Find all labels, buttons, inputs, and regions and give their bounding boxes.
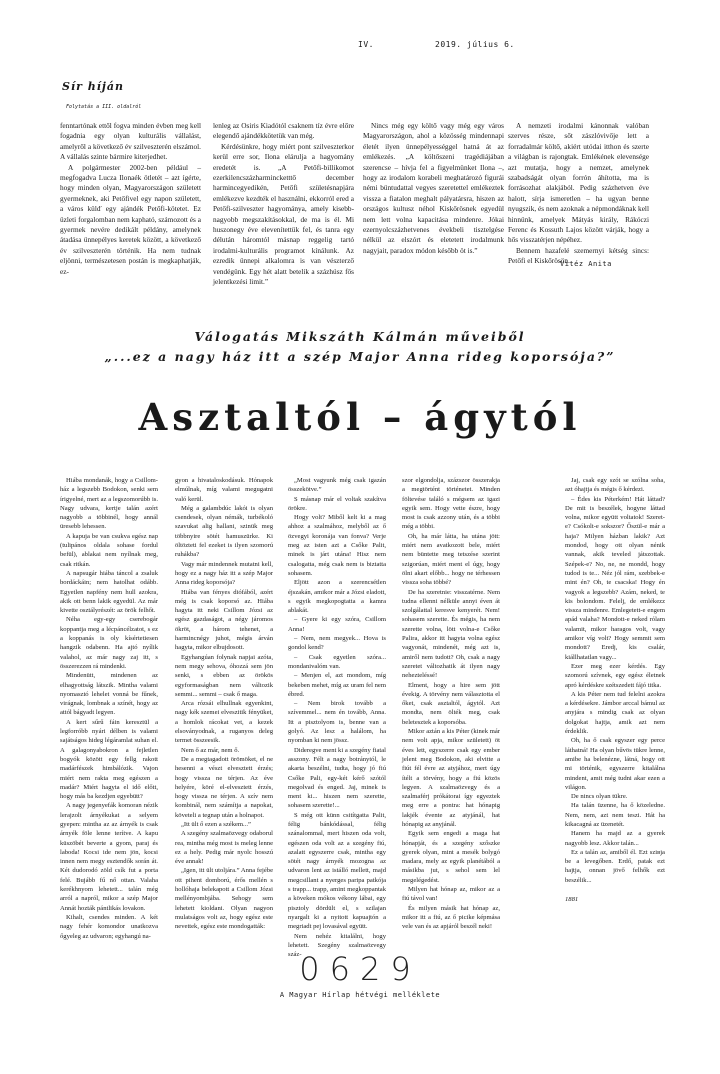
paragraph: De a megtagadott örömöket, el ne hesenni a vészt elvesztett érzés; hogy vissza ne térjen. Az éve helyére, köré el-elvesztett érzés, hogy vissza ne térjen. A szív nem kombinál, nem számítja a napokat, követeli a tegnap után a holnapot. — [175, 755, 273, 819]
paragraph: Bennem hazafelé szemernyi kétség sincs: Petőfi el Kiskőrösön. — [508, 245, 649, 266]
paragraph: Nincs még egy költő vagy még egy város Magyarországon, ahol a közösség mindennapi életét ilyen ünnepélyességgel hatná át az emlékezés. „A költőszeni tragédiájában szerencse – hívja fel a figyelmünket Ilona –, hogy az irodalom korabeli meghatározó figurái némi büntudattal vegyes szeretettel emlékeztek vissza a fiatalon meghalt pályatársra, hiszen az országos kultusz néhol Kiskőrösnek egyedül nem lett volna kapacitása mindenre. Jókai ezernyolcszázhetvenes évekbeli tisztelgése nélkül az elszórt és eletetett irodalmunk nagyjait, paradox módon később öt is.” — [363, 121, 504, 255]
paragraph: – Csak egyetlen szóra... mondanivalóm van. — [288, 653, 386, 670]
paragraph: Mindenütt, mindenen az elhagyottság látszik. Minthа valami nyomasztó lehelet vonná be fűnek, virágnak, lombnak a színét, hogy az attól bágyadt legyen. — [60, 672, 158, 717]
paragraph: Eljött azon a szerencsétlen éjszakán, amikor már a Józsi eladott, s egyik megkopogtatta a kamra ablakát. — [288, 579, 386, 615]
author-signature: Vitéz Anita — [560, 260, 612, 268]
sidebar-article-column-3 — [363, 121, 504, 256]
paragraph: Dideregve ment ki a szegény fiatal asszony. Félt a nagy botránytól, le akarta beszélni, tudta, hogy jó fiú Csőke Pali, egy-két kérő szótól megolvad és enged. Jaj, minek is ment ki... hiszen nem szerette, sohasem szerette!... — [288, 746, 386, 810]
paragraph: A napsugár hiába táncol a zsaluk bordáckáin; nem hatolhat odább. Egyetlen napfény nem hull azokra, akik ott benn lakik egyedül. Az már kivette osztályrészét: az örök felhőt. — [60, 569, 158, 615]
sidebar-article-title: Sír híján — [62, 80, 125, 93]
sidebar-article-column-1 — [60, 121, 201, 277]
paragraph: Hanem ha majd az a gyerek nagyobb lesz. Akkor talán... — [565, 830, 665, 847]
paragraph: S még ott künn csitítgatta Palit, félig bánkódással, félig szánalommal, mert hiszen oda volt, egészen oda volt az a szegény fiú, azalatt egyszerre csak, mintha egy sötét nagy árnyék mozogna az udvaron lent az istálló mellett, majd megcsillant a nyerges paripa patkója s trapp... trapp, amint megkoppantak a köveken mókos vékony lábai, egy pisztoly dördült el, s szilajan nyargalt ki a nyitott kapuajtón a megriadt pej lovasával együtt. — [288, 811, 386, 931]
feature-title: Asztaltól – ágytól — [138, 395, 582, 439]
paragraph: Arca rózsái elhullnak egyenkint, nagy kék szemei elveszitik fényüket, a homlok rácokat vet, a kezek elsoványodnak, a ruganyos deleg termet összeesik. — [175, 700, 273, 745]
paragraph: Egyhangúan folynak napjai azóta, nem megy sehova, óhozzá sem jön senki, s ebben az örökös egyformaságban nem változik semmi... semmi – csak ő maga. — [175, 653, 273, 698]
paragraph: – Édes kis Péterkém! Hát láttad? De mit is beszélek, hogyne láttad volna, mikor együtt voltatok! Szeret-e? Csókolt-e sokszor? Őszül-e már a haja? Milyen házban lakik? Azt mondod, hogy ott olyan nénik vannak, akik teveled játszottak. Szépek-e? No, ne, ne mondd, hogy tudod is te... Néz jól rám, szebbek-e mint én? Oh, te csacska! Hogy én vagyok a legszebb? Azám, neked, te kis bolondom. Felelj, de emlékezz vissza mindenre. Emlegetett-e engem apád valaha? Mondott-e neked rólam valamit, mikor haragos volt, vagy amikor víg volt? Hogy semmit sem mondott? Eredj, kis csalár, kiállhatatlan vagy... — [565, 495, 665, 661]
paragraph: Oh, ha ő csak egyszer egy perce láthatná! Ha olyan bűvös tükre lenne, amibe ha belenézne, látná, hogy ott mi történik, egyszerre kitalálna mindent, amit még tudni akar ezen a világon. — [565, 737, 665, 791]
paragraph: És milyen másik hat hónap az, mikor itt a fiú, az ő picike képmása vele van és az apjáról beszél neki! — [402, 904, 500, 931]
paragraph: S másnap már el voltak szakítva örökre. — [288, 495, 386, 512]
sidebar-article-column-4 — [508, 121, 649, 267]
issue-date: 2019. július 6. — [435, 40, 515, 49]
story-column-2 — [175, 476, 273, 932]
paragraph: Nem ő az már, nem ő. — [181, 746, 240, 754]
paragraph: A kapuja be van csukva egész nap (tulipános oldala sohase fordul befül), ablakai nem nyílnak meg, csak ritkán. — [60, 532, 158, 568]
paragraph: Oh, ha már látta, ha utána jött: miért nem avatkozott bele, miért nem büntette meg tetszése szerint szigorúan, miért ment el úgy, hogy ölni akart előbb... hogy ne térhessen vissza soha többé? — [402, 532, 500, 587]
sidebar-article-column-2 — [213, 121, 354, 288]
paragraph: A polgármester 2002-ben például – megfogadva Lucza Ilonaék ötletét – azt ígérte, hogy minden olyan, Magyarországon született gyermeknek, aki Petőfivel egy napon született, a város külď egy ajándék Petőfi-kötetet. Ez üzleti forgalomban nem kapható, számozott és a gyermek nevére dedikált példány, amelynek átadása ünnepélyes keretek között, a következő év szilveszterén történik. Ha nem tudnak eljönni, természetesen postán is megkaphatják, ez- — [60, 162, 201, 276]
story-year: 1881 — [565, 896, 579, 904]
story-column-1 — [60, 476, 158, 941]
paragraph: Ha talán üzenne, ha ő közeledne. Nem, nem, azt nem teszi. Hát ha kikacagná az üzenetét. — [565, 802, 665, 828]
paragraph: Elment, hogy a hire sem jött évekig. A törvény nem választotta el őket, csak asztaltól, ágytól. Azt mondta, nem ölték meg, csak beletesztek a koporsóba. — [402, 681, 500, 726]
story-column-3 — [288, 476, 386, 959]
paragraph: Hogy volt? Miből kelt ki a mag ahhoz a szalmához, melyből az ő özvegyi koronája van fonva? Verje meg az isten azt a Csőke Palit, minek is járt utána! Hisz nem csalogatta, még csak nem is biztatta sohasem. — [288, 514, 386, 577]
paragraph: „Most vagyunk még csak igazán összekötve.” — [288, 477, 386, 494]
paragraph: fenntartónak ettől fogva minden évben meg kell fogadnia egy olyan kulturális vállalást, amelyről a következő év szilveszterén elszámol. A vállalás szinte bármire kiterjedhet. — [60, 121, 201, 162]
paragraph: De nincs olyan tükre. — [571, 793, 628, 801]
paragraph: Hiába mondanák, hogy a Csillom-ház a legszebb Bodokon, senki sem írigyelné, mert az a legszomorúbb is. Nagy udvara, kertje talán azért nagyobb a többinél, hogy annál üresebb lehessen. — [60, 477, 158, 531]
paragraph: „Itt ült ő ezen a székem...” — [181, 820, 251, 828]
story-column-4 — [402, 476, 500, 932]
paragraph: lenleg az Osiris Kiadótól csaknem tíz évre előre elegendő ajándékkötetük van még. — [213, 121, 354, 141]
feature-kicker: Válogatás Mikszáth Kálmán műveiből — [194, 329, 526, 344]
paragraph: – Nem birok tovább a szívemmel... nem én tovább, Anna. Itt a pisztolyom is, benne van a golyó. Az lesz a halálom, ha nyomban ki nem jössz. — [288, 700, 386, 745]
paragraph: Ez a talán az, amiből él. Ezt sziвja be a levegőben. Erdő, patak ezt hajtja, onnan jövő felhők ezt beszélik... — [565, 848, 665, 884]
paragraph: Néha egy-egy cserebogár koppantja meg a lécpáncélzatot, s ez a koppanás is oly kísértetiesen hangzik odabenn. Ha ajtó nyílik valahol, az már nagy zaj itt, s összerezzen rá mindenki. — [60, 616, 158, 670]
paragraph: Kihalt, csendes minden. A két nagy fehér komondor unatkozva őgyeleg az udvaron; egyhangú na- — [60, 913, 158, 940]
feature-quote: „...ez a nagy ház itt a szép Major Anna rideg koporsója?” — [104, 349, 616, 364]
paragraph: Nem nehéz kitalálni, hogy lehetett. Szegény szalmaözvegy száz- — [288, 932, 386, 959]
paragraph: Vagy már mindennek mutatni kell, hogy ez a nagy ház itt a szép Major Anna rideg koporsója? — [175, 560, 273, 587]
paragraph: Ezer meg ezer kérdés. Egy szomorú szívnek, egy egész életnek apró kérdéskre szétszedett fájó titka. — [565, 662, 665, 689]
paragraph: – Nem, nem megyek... Hova is gondol kend? — [288, 635, 386, 652]
paragraph: „Igen, itt ült utoljára.” Anna fejébe ott pihent domború, érős mellén s hollóhaja belekapott a Csillom Józsi mellényombjába. Sehogy sem lehetett kioldani. Olyan nagyon mulatságos volt az, hogy egész este nevettek, egész este mondogatták: — [175, 867, 273, 931]
paragraph: Hiába van fényes diófából, azért még is csak koporsó az. Hiába hagyta itt neki Csillom Józsi az egész gazdaságot, a négy járomos ökröt, a három tehenet, a harmincnégy juhot, mégis árván hagyta, mikor elbujdosott. — [175, 588, 273, 652]
paragraph: Jaj, csak egy szót se szólna soha, azt óhajtja és mégis ő kérdezi. — [565, 477, 665, 494]
paragraph: Még a galambdúc lakói is olyan csendesek, olyan némák, turbékoló szavukat alig hallani, szinük meg többnyire sötét hamuszürke. Ki öltözteti fel ezeket is ilyen szomorú ruhákba? — [175, 504, 273, 559]
paragraph: De ha szeretnie: visszatérne. Nem tudna ellenni nélküle annyi éven át szolgálattal keresve kenyerét. Nem! sohasem szerette. És mégis, ha nem szerette volna, lött volna-e Csőke Palira, akkor itt hagyta volna egész vagyonát, mindenét, még azt is, amiről nem tudott? Oh, csak a nagy szeretet változhatik át ilyen nagy nehezteléssé! — [402, 588, 500, 680]
page-number: 0629 — [299, 950, 421, 988]
paragraph: Egyik sem engedi a maga hat hónapját, és a szegény szőszke gyerek olyan, mint a mesék bolygó madara, mely az egyik planétából a másikba jut, s sehol sem lel megelégedést. — [402, 830, 500, 884]
paragraph: Kérdésünkre, hogy miért pont szilveszterkor kerül erre sor, Ilona elárulja a hagyomány eredetét is. „A Petőfi-billikomot ezerkilencszázharmincketttő december harmincegyedikén, Petőfi születésnapjára emlékezve kezdték el használni, ekkorról ered a Petőfi-szilveszter hagyománya, amely kisebb-nagyobb megszakításokkal, de ma is él. Mi huszonegy éve elevenítettük fel, és tanra egy délután háromtól másnap reggelig tartó irodalmi-kulturális programot kínálunk. Az ezredik ünnepi alkalomra is van vészterző vendégünk. Egy hét alatt betelik a százhúsz fős jelentkezési limit.” — [213, 141, 354, 287]
paragraph: A nemzeti irodalmi kánonnak valóban szerves része, sőt zászlóvivője lett a forradalmár költő, akiért utódai itthon és szerte a világban is rajongtak. Emlékének elevensége azt mutatja, hogy a nemzet, amelynek szabadságát olyan forrón áhította, ma is forrásozhat alakjából. Pedig százhetven éve halott, sírja ismeretlen – ha ugyan benne nyugszik, és nem azoknak a népmondáknak kell hinnünk, amelyek Mátyás király, Rákóczi Ferenc és Kossuth Lajos között várják, hogy a hős visszatérjen népéhez. — [508, 121, 649, 245]
paragraph: gyon a hivataloskodásuk. Hónapok elmúlnak, míg valami megugatni való kerül. — [175, 477, 273, 503]
section-number: IV. — [358, 40, 374, 49]
continued-note: Folytatás a III. oldalról — [66, 104, 142, 110]
paragraph: – Gyere ki egy szóra, Csillom Anna! — [288, 616, 386, 633]
paragraph: A kert sűrű fáin keresztül a legforróbb nyári délben is valami sajátságos hideg légáramlat suhan el. A galagonyabokron a fejletlen bogyók között egy fellg rakott madárfészek himbálózik. Vajon miért nem rakta meg egészen a madár? Miért hagyta el idő előtt, hogy más ba kezdjen egyebütt? — [60, 718, 158, 801]
paragraph: Milyen hat hónap az, mikor az a fiú távol van! — [402, 886, 500, 903]
story-column-5 — [565, 476, 665, 904]
page-header — [0, 40, 720, 52]
paragraph: szor elgondolja, százszor összerakja a megtörtént történetet. Minden föltevése találó s mégsem az igazi egyik sem. Hogy vette észre, hogy most is csak azzony után, és a többi még a többi. — [402, 477, 500, 531]
paragraph: A kis Péter nem tud felelni azokra a kérdésekre. Jámbor arccal bámul az anyjára s mindig csak az olyan dolgokat hajtja, amik azt nem érdeklik. — [565, 690, 665, 736]
supplement-footer: A Magyar Hírlap hétvégi melléklete — [279, 991, 441, 999]
paragraph: Mikor aztán a kis Péter (kinek már nem volt apja, mikor született) öt éves lett, egyszerre csak egy ember jelent meg Bodokon, aki elvitte a fiút fél évre az atyjához, mert úgy ítélt a törvény, hogy a fiú közös legyen. A szalmaözvegy és a szalmaférj prókátorai így egyeztek meg erre a pontra: hat hónapig lakjék évente az atyjánál, hat hónapig az anyjánál. — [402, 728, 500, 828]
paragraph: A szegény szalmaözvegy odaborul rea, mintha még most is meleg lenne ez a hely. Pedig már nyolc hosszú éve annak! — [175, 830, 273, 866]
paragraph: – Menjen el, azt mondom, míg bekeben mehet, míg az uram fel nem ébred. — [288, 672, 386, 698]
paragraph: A nagy jegenyefák komoran nézik lerajzolt árnyékukat a selyem gyepen: mintha az az árnyék is csak árnyék föle lenne terítve. A kapu küszöbét beverte a gyom, paraj és laboda! Kocsi ide nem jön, kocsi innen nem megy esztendők során át. Két dudorodó zöld csík fut a porta felé. Bujább fű nő ottan. Valaha kerékhnyom lehetett... talán még arról a napról, mikor a szép Major Annát hozták pántlikás lovakon. — [60, 802, 158, 912]
